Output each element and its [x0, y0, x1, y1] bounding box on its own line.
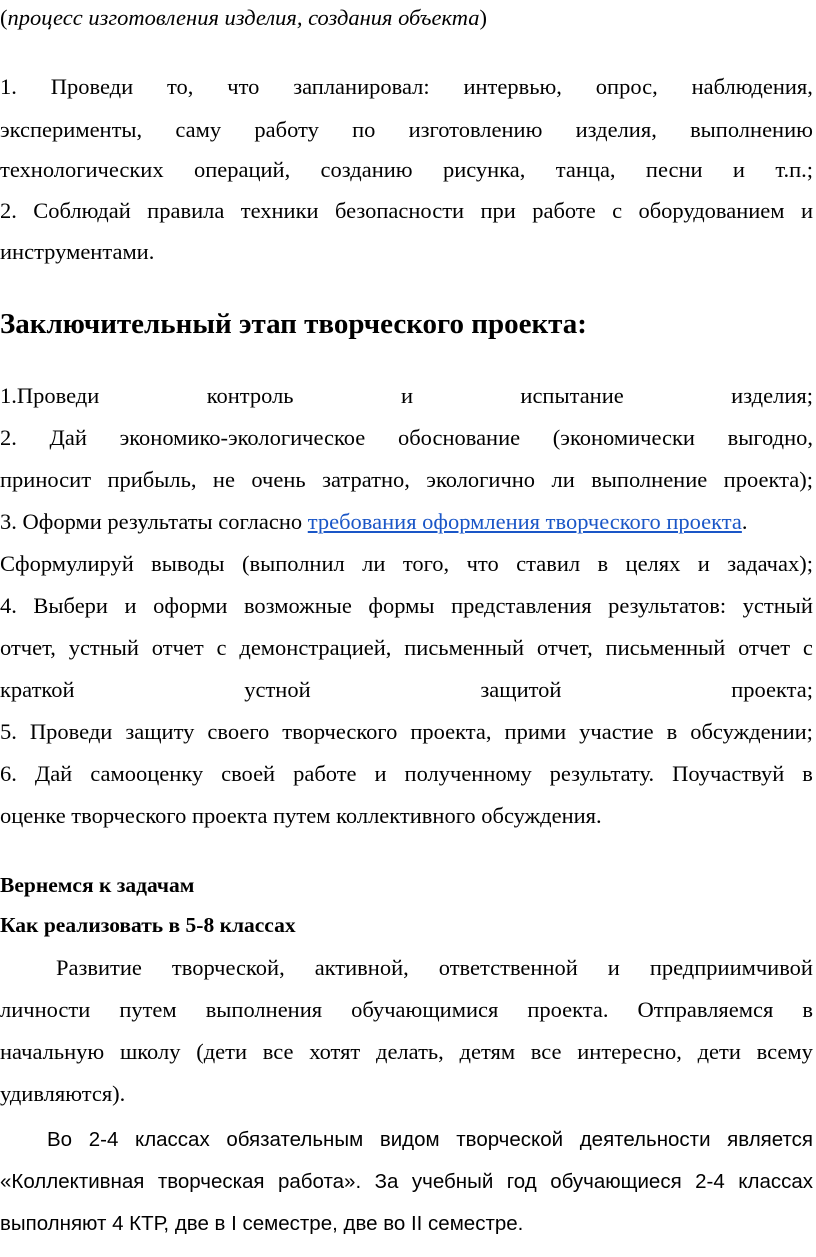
- main-stage-line-1: [0, 72, 813, 102]
- word: выполнению: [690, 117, 813, 142]
- final-stage-line-7: [0, 633, 813, 663]
- word: в: [597, 551, 609, 576]
- word: обсуждении;: [690, 719, 813, 744]
- word: Отправляемся: [637, 997, 774, 1022]
- word: классах: [738, 1170, 813, 1193]
- word: то,: [166, 74, 194, 99]
- word: интервью,: [463, 74, 562, 99]
- word: результату.: [549, 761, 655, 786]
- word: участие: [579, 719, 654, 744]
- word: с: [612, 198, 623, 223]
- word: и: [400, 383, 414, 408]
- paragraph-2-line-2: [0, 1167, 813, 1197]
- word: и: [732, 157, 745, 182]
- word: (дети: [196, 1039, 248, 1064]
- word: в: [802, 997, 813, 1022]
- main-stage-line-4: [0, 196, 813, 226]
- word: творческого: [282, 719, 398, 744]
- paragraph-2-line-3: выполняют 4 КТР, две в I семестре, две во II семестре.: [0, 1212, 524, 1235]
- final-stage-line-4-prefix: 3. Оформи результаты согласно: [0, 509, 308, 534]
- word: Дай: [49, 425, 87, 450]
- paragraph-1-line-4: удивляются).: [0, 1081, 126, 1106]
- word: «Коллективная: [0, 1170, 145, 1193]
- main-stage-line-2: [0, 115, 813, 145]
- word: видом: [379, 1128, 440, 1151]
- word: интересно,: [577, 1039, 682, 1064]
- word: 2.: [0, 198, 17, 223]
- word: отчет: [151, 635, 204, 660]
- paragraph-1-line-2: [0, 995, 813, 1025]
- word: работе: [293, 761, 357, 786]
- word: делать,: [376, 1039, 444, 1064]
- word: работе: [532, 198, 596, 223]
- word: изделия,: [575, 117, 657, 142]
- word: отчет,: [536, 635, 593, 660]
- word: наблюдения,: [691, 74, 813, 99]
- word: 6.: [0, 761, 17, 786]
- word: школу: [119, 1039, 181, 1064]
- word: обучающиеся: [550, 1170, 682, 1193]
- final-stage-line-3: [0, 465, 813, 495]
- word: начальную: [0, 1039, 105, 1064]
- word: ответственной: [438, 955, 578, 980]
- word: работу: [254, 117, 319, 142]
- paragraph-2-line-1: [47, 1125, 813, 1155]
- word: выводы: [151, 551, 225, 576]
- word: технологических: [0, 157, 164, 182]
- word: (экономически: [552, 425, 695, 450]
- word: творческой: [456, 1128, 564, 1151]
- word: демонстрацией,: [239, 635, 392, 660]
- word: защитой: [480, 677, 562, 702]
- word: возможные: [243, 593, 352, 618]
- word: своего: [207, 719, 270, 744]
- word: контроль: [206, 383, 294, 408]
- word: созданию: [320, 157, 413, 182]
- word: всему: [756, 1039, 813, 1064]
- grades-heading: Как реализовать в 5-8 классах: [0, 913, 296, 937]
- word: правила: [147, 198, 225, 223]
- word: результатов:: [608, 593, 727, 618]
- word: оформи: [153, 593, 228, 618]
- word: с: [216, 635, 227, 660]
- word: творческая: [157, 1170, 265, 1193]
- word: 2-4: [695, 1170, 725, 1193]
- word: дети: [697, 1039, 741, 1064]
- word: 1.Проведи: [0, 383, 100, 408]
- requirements-link[interactable]: требования оформления творческого проекта: [307, 509, 742, 534]
- word: Дай: [34, 761, 73, 786]
- word: личности: [0, 997, 91, 1022]
- word: проекта,: [410, 719, 492, 744]
- word: экономико-экологическое: [119, 425, 366, 450]
- word: целях: [625, 551, 681, 576]
- word: ли: [551, 467, 575, 492]
- word: не: [212, 467, 235, 492]
- final-stage-heading: Заключительный этап творческого проекта:: [0, 308, 587, 340]
- word: творческой,: [171, 955, 285, 980]
- word: задачах);: [727, 551, 813, 576]
- word: саму: [175, 117, 222, 142]
- word: краткой: [0, 677, 75, 702]
- word: Поучаствуй: [672, 761, 785, 786]
- word: прибыль,: [107, 467, 197, 492]
- word: операций,: [193, 157, 291, 182]
- word: устный: [742, 593, 813, 618]
- word: 2.: [0, 425, 17, 450]
- word: письменный: [605, 635, 726, 660]
- final-stage-line-9: [0, 717, 813, 747]
- word: оборудованием: [638, 198, 785, 223]
- word: Сформулируй: [0, 551, 134, 576]
- paragraph-1-line-1: [56, 953, 813, 983]
- word: хотят: [309, 1039, 361, 1064]
- intro-line: [0, 3, 813, 33]
- word: полученному: [404, 761, 532, 786]
- word: Во: [47, 1128, 73, 1151]
- word: и: [374, 761, 387, 786]
- word: что: [227, 74, 260, 99]
- tasks-heading: Вернемся к задачам: [0, 873, 195, 897]
- word: Выбери: [33, 593, 108, 618]
- word: с: [802, 635, 813, 660]
- word: все: [530, 1039, 562, 1064]
- word: ставил: [516, 551, 581, 576]
- word: 4.: [0, 593, 17, 618]
- word: самооценку: [90, 761, 204, 786]
- word: и: [124, 593, 137, 618]
- word: по: [352, 117, 376, 142]
- word: танца,: [555, 157, 616, 182]
- word: ли: [362, 551, 386, 576]
- word: песни: [645, 157, 703, 182]
- word: предприимчивой: [649, 955, 813, 980]
- final-stage-line-10: [0, 759, 813, 789]
- word: год: [506, 1170, 537, 1193]
- word: при: [480, 198, 516, 223]
- word: и: [697, 551, 710, 576]
- word: устный: [68, 635, 139, 660]
- word: работа».: [278, 1170, 362, 1193]
- word: затратно,: [322, 467, 410, 492]
- word: За: [374, 1170, 399, 1193]
- word: обучающимися: [351, 997, 499, 1022]
- word: эксперименты,: [0, 117, 143, 142]
- word: защиту: [125, 719, 195, 744]
- word: 2-4: [88, 1128, 119, 1151]
- paren-open: (: [0, 5, 8, 30]
- word: в: [802, 761, 813, 786]
- word: (выполнил: [241, 551, 345, 576]
- word: отчет: [738, 635, 791, 660]
- word: приносит: [0, 467, 92, 492]
- final-stage-line-1: [0, 381, 813, 411]
- word: классах: [135, 1128, 210, 1151]
- word: очень: [251, 467, 306, 492]
- word: Проведи: [29, 719, 113, 744]
- word: Развитие: [56, 955, 142, 980]
- word: проекта;: [731, 677, 813, 702]
- word: 1.: [0, 74, 17, 99]
- word: обоснование: [397, 425, 521, 450]
- word: деятельности: [579, 1128, 711, 1151]
- word: представления: [451, 593, 592, 618]
- word: изделия;: [731, 383, 813, 408]
- word: активной,: [314, 955, 409, 980]
- word: и: [800, 198, 813, 223]
- final-stage-line-6: [0, 591, 813, 621]
- final-stage-line-8: [0, 675, 813, 705]
- main-stage-line-5: инструментами.: [0, 239, 155, 264]
- word: того,: [402, 551, 450, 576]
- word: т.п.;: [775, 157, 813, 182]
- word: является: [727, 1128, 813, 1151]
- word: Соблюдай: [33, 198, 131, 223]
- word: и: [607, 955, 620, 980]
- word: что: [466, 551, 499, 576]
- final-stage-line-4: [0, 507, 813, 537]
- word: своей: [221, 761, 276, 786]
- final-stage-line-11: оценке творческого проекта путем коллективного обсуждения.: [0, 803, 602, 828]
- word: письменный: [404, 635, 525, 660]
- word: проекта.: [527, 997, 609, 1022]
- word: изготовлению: [408, 117, 543, 142]
- paren-close: ): [479, 5, 487, 30]
- word: запланировал:: [293, 74, 430, 99]
- word: устной: [244, 677, 311, 702]
- word: формы: [368, 593, 435, 618]
- word: выгодно,: [727, 425, 813, 450]
- word: отчет,: [0, 635, 56, 660]
- word: проекта);: [723, 467, 813, 492]
- paragraph-1-line-3: [0, 1037, 813, 1067]
- word: испытание: [520, 383, 624, 408]
- word: детям: [459, 1039, 516, 1064]
- word: выполнения: [205, 997, 323, 1022]
- word: рисунка,: [442, 157, 526, 182]
- final-stage-line-2: [0, 423, 813, 453]
- word: все: [262, 1039, 294, 1064]
- word: экологично: [426, 467, 536, 492]
- word: в: [666, 719, 678, 744]
- final-stage-line-5: [0, 549, 813, 579]
- final-stage-line-4-suffix: .: [741, 509, 748, 534]
- word: прими: [504, 719, 567, 744]
- word: 5.: [0, 719, 17, 744]
- main-stage-line-3: [0, 155, 813, 185]
- word: опрос,: [595, 74, 658, 99]
- word: учебный: [411, 1170, 494, 1193]
- word: безопасности: [334, 198, 465, 223]
- intro-italic-text: процесс изготовления изделия, создания объекта: [7, 5, 480, 30]
- word: Проведи: [50, 74, 134, 99]
- word: путем: [119, 997, 177, 1022]
- word: выполнение: [591, 467, 708, 492]
- word: техники: [240, 198, 319, 223]
- word: обязательным: [226, 1128, 364, 1151]
